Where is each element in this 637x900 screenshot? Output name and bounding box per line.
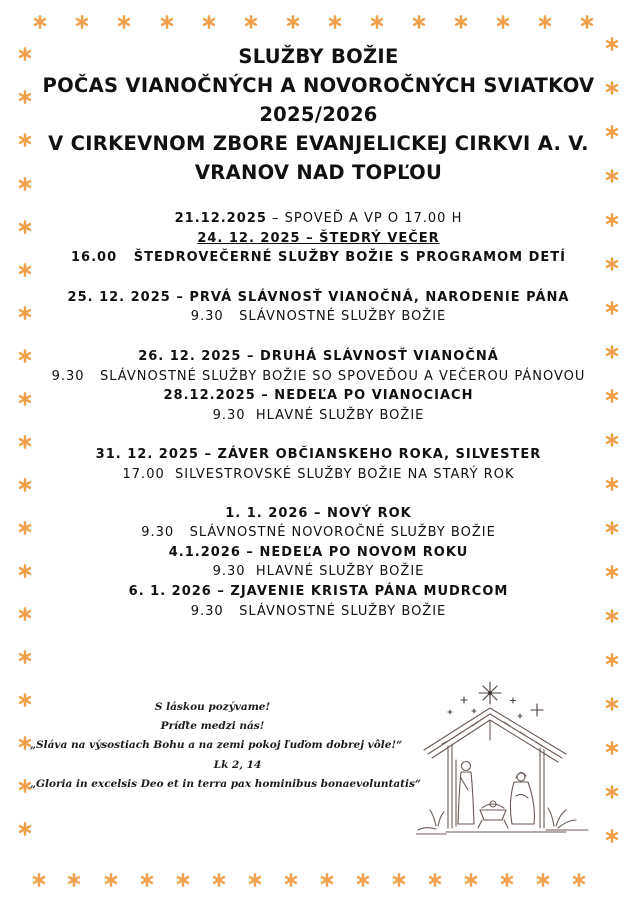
star-ornament-icon [605,608,619,622]
star-ornament-icon [18,262,32,276]
item-time: 9.30 [212,564,246,580]
title-line-1: SLUŽBY BOŽIE [238,45,399,68]
star-ornament-icon [605,828,619,842]
schedule-line-new-years-eve [40,465,597,485]
title-line-2: POČAS VIANOČNÝCH A NOVOROČNÝCH SVIATKOV [42,74,595,97]
schedule-line-first-christmas [40,307,597,327]
item-time: 9.30 [212,407,246,423]
manger [478,801,508,828]
star-ornament-icon [284,872,298,886]
item-time: 9.30 [141,525,175,541]
item-text: HLAVNÉ SLUŽBY BOŽIE [255,407,425,423]
star-ornament-icon [33,14,47,28]
bethlehem-star-icon [479,682,501,704]
star-ornament-icon [605,300,619,314]
star-ornament-icon [572,872,586,886]
star-ornament-icon [464,872,478,886]
star-ornament-icon [32,872,46,886]
grass [416,808,588,834]
page-title [0,42,637,187]
star-ornament-icon [18,305,32,319]
blessing-line-2: Príďte medzi nás! [160,720,265,733]
star-ornament-icon [18,606,32,620]
schedule-heading-second-christmas: 26. 12. 2025 – DRUHÁ SLÁVNOSŤ VIANOČNÁ [138,348,499,364]
star-ornament-icon [538,14,552,28]
star-ornament-icon [605,256,619,270]
item-text: – SPOVEĎ A VP O 17.00 H [266,211,463,226]
star-ornament-icon [248,872,262,886]
star-ornament-icon [140,872,154,886]
item-time: 9.30 [190,603,224,619]
star-ornament-icon [18,477,32,491]
star-ornament-icon [605,344,619,358]
star-ornament-icon [605,784,619,798]
star-ornament-icon [18,520,32,534]
blessing-line-5: „Gloria in excelsis Deo et in terra pax hominibus bonaevoluntatis“ [30,777,421,790]
star-ornament-icon [176,872,190,886]
schedule-heading-new-years-eve: 31. 12. 2025 – ZÁVER OBČIANSKEHO ROKA, SILVESTER [95,447,542,463]
item-time: 17.00 [122,466,165,482]
item-text: SILVESTROVSKÉ SLUŽBY BOŽIE NA STARÝ ROK [175,466,515,482]
schedule-line-sunday-after-christmas [40,406,597,426]
service-schedule [40,209,597,621]
blessing-text [30,698,421,794]
star-ornament-icon [605,388,619,402]
stable-posts [448,720,544,828]
star-ornament-icon [605,696,619,710]
star-ornament-icon [356,872,370,886]
star-ornament-icon [500,872,514,886]
star-ornament-icon [160,14,174,28]
schedule-heading-epiphany: 6. 1. 2026 – ZJAVENIE KRISTA PÁNA MUDRCOM [128,583,509,599]
star-ornament-icon [536,872,550,886]
schedule-line-sunday-after-new-year [40,562,597,582]
star-ornament-icon [75,14,89,28]
star-ornament-icon [104,872,118,886]
star-ornament-icon [605,564,619,578]
star-ornament-icon [605,652,619,666]
schedule-item-confession [40,209,597,229]
star-ornament-icon [18,563,32,577]
star-ornament-icon [412,14,426,28]
star-ornament-icon [605,740,619,754]
star-ornament-icon [496,14,510,28]
star-ornament-icon [18,348,32,362]
schedule-line-epiphany [40,602,597,622]
item-time: 9.30 [51,368,85,384]
item-text: HLAVNÉ SLUŽBY BOŽIE [255,564,425,580]
star-ornament-icon [605,432,619,446]
star-ornament-icon [605,476,619,490]
blessing-line-1: S láskou pozývame! [154,701,271,713]
star-ornament-icon [580,14,594,28]
star-ornament-icon [605,212,619,226]
item-text: SLÁVNOSTNÉ SLUŽBY BOŽIE [239,309,447,325]
nativity-illustration [416,680,592,840]
blessing-line-4: Lk 2, 14 [213,758,262,771]
schedule-heading-first-christmas: 25. 12. 2025 – PRVÁ SLÁVNOSŤ VIANOČNÁ, NARODENIE PÁNA [67,289,570,305]
star-ornament-icon [117,14,131,28]
star-ornament-icon [18,219,32,233]
schedule-heading-new-year: 1. 1. 2026 – NOVÝ ROK [225,505,412,521]
star-ornament-icon [392,872,406,886]
schedule-line-second-christmas [40,367,597,387]
schedule-heading-christmas-eve: 24. 12. 2025 – ŠTEDRÝ VEČER [197,230,440,246]
star-ornament-icon [244,14,258,28]
title-line-3: 2025/2026 [259,103,378,126]
title-line-5: VRANOV NAD TOPĽOU [194,161,443,184]
item-text: SLÁVNOSTNÉ NOVOROČNÉ SLUŽBY BOŽIE [189,525,496,541]
item-time: 16.00 [71,250,118,266]
star-ornament-icon [18,434,32,448]
mary-figure [510,772,534,824]
item-text: SLÁVNOSTNÉ SLUŽBY BOŽIE SO SPOVEĎOU A VEČEROU PÁNOVOU [99,368,586,384]
star-ornament-icon [18,391,32,405]
schedule-heading-sunday-after-christmas: 28.12.2025 – NEDEĽA PO VIANOCIACH [163,388,474,404]
title-line-4: V CIRKEVNOM ZBORE EVANJELICKEJ CIRKVI A. V. [48,132,589,155]
star-ornament-icon [18,821,32,835]
star-ornament-icon [67,872,81,886]
star-ornament-icon [18,649,32,663]
schedule-heading-sunday-after-new-year: 4.1.2026 – NEDEĽA PO NOVOM ROKU [168,544,469,560]
star-ornament-icon [328,14,342,28]
stable-roof [424,708,566,762]
star-ornament-icon [212,872,226,886]
joseph-figure [456,760,474,826]
star-ornament-icon [454,14,468,28]
item-text: ŠTEDROVEČERNÉ SLUŽBY BOŽIE S PROGRAMOM DETÍ [133,250,566,266]
star-ornament-icon [370,14,384,28]
star-ornament-icon [605,520,619,534]
star-ornament-icon [202,14,216,28]
item-date: 21.12.2025 [174,211,267,226]
star-ornament-icon [320,872,334,886]
schedule-line-new-year [40,523,597,543]
star-ornament-icon [428,872,442,886]
blessing-line-3: „Sláva na výsostiach Bohu a na zemi pokoj ľuďom dobrej vôle!“ [30,739,403,752]
schedule-line-christmas-eve [40,248,597,268]
star-ornament-icon [286,14,300,28]
item-time: 9.30 [190,309,224,325]
sparkle-icons [448,697,543,718]
item-text: SLÁVNOSTNÉ SLUŽBY BOŽIE [239,603,447,619]
